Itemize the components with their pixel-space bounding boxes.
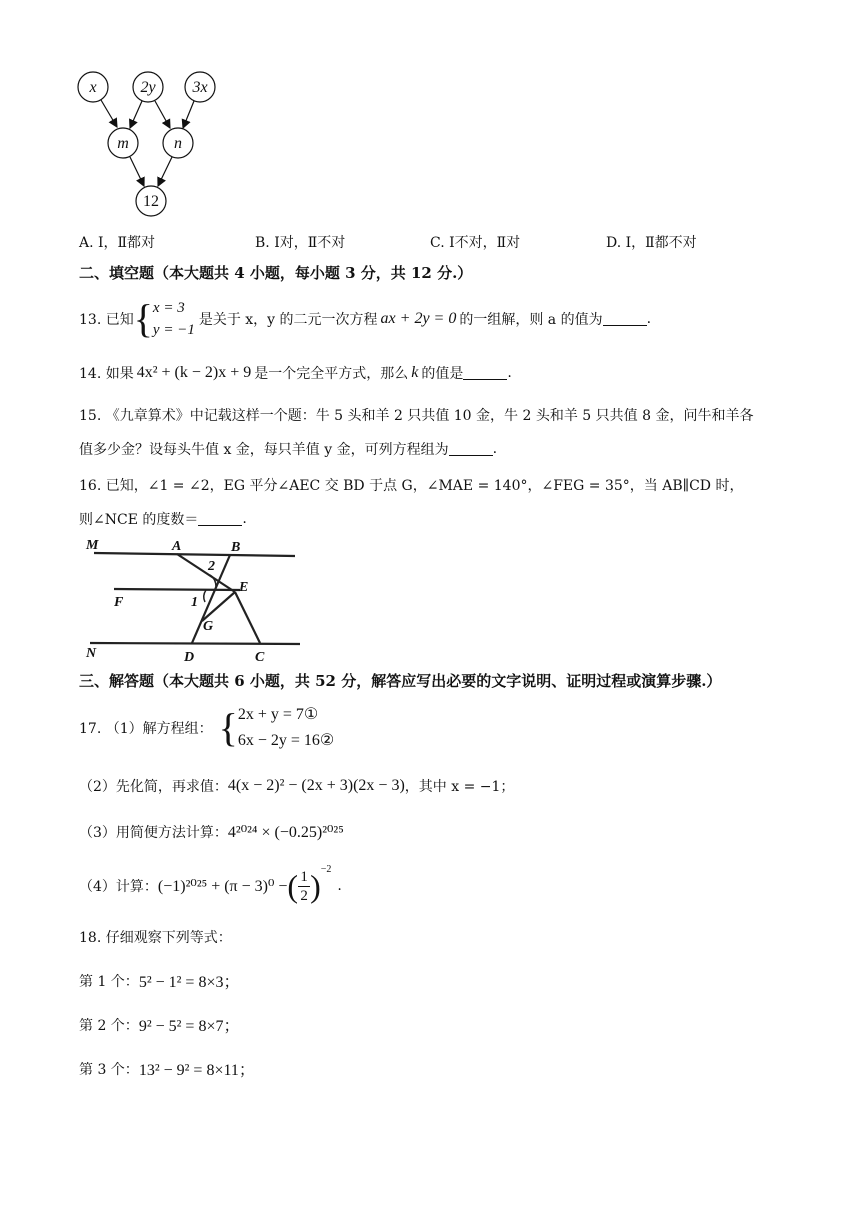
brace-icon: {	[133, 296, 153, 341]
answer-blank[interactable]	[198, 513, 242, 526]
q17-part1-label: 17. （1）解方程组：	[79, 721, 213, 737]
fraction	[298, 868, 310, 905]
q18-item	[79, 969, 239, 992]
label-1: 1	[191, 595, 198, 610]
q16-line1: 16. 已知，∠1 = ∠2，EG 平分∠AEC 交 BD 于点 G，∠MAE = 140°，∠FEG = 35°，当 AB∥CD 时，	[79, 478, 744, 494]
q13-equation: ax + 2y = 0	[380, 310, 457, 327]
node-n-label: n	[174, 135, 182, 152]
brace-icon: {	[218, 705, 238, 750]
q17-part3-label: （3）用简便方法计算：	[79, 825, 228, 841]
q17-part3	[79, 822, 344, 842]
q13-text: 是关于 x，y 的二元一次方程	[198, 312, 378, 328]
q15-end: .	[492, 441, 498, 457]
section3-heading: 三、解答题（本大题共 6 小题，共 52 分，解答应写出必要的文字说明、证明过程或演算步骤.）	[79, 672, 722, 690]
q13-number: 13. 已知	[79, 312, 134, 328]
q13-eq1: x = 3	[152, 300, 185, 316]
q17-part4-end: .	[337, 878, 342, 894]
node-flow-diagram	[70, 62, 230, 222]
q17-part2-tail: ，其中 x = −1；	[404, 779, 515, 795]
q17-part4-label: （4）计算：	[79, 879, 158, 895]
answer-blank[interactable]	[449, 443, 493, 456]
q14-number: 14. 如果	[79, 366, 134, 382]
q17-system	[238, 702, 334, 754]
q16-line2: 则∠NCE 的度数＝	[79, 512, 199, 528]
node-12-label: 12	[143, 193, 159, 210]
node-2y-label: 2y	[140, 79, 156, 96]
q18-item-equation: 5² − 1² = 8×3；	[138, 974, 240, 991]
q16-end: .	[242, 511, 247, 527]
q15-line2: 值多少金？设每头牛值 x 金，每只羊值 y 金，可列方程组为	[79, 442, 449, 458]
q13-end: .	[646, 311, 652, 327]
q14-var: k	[411, 364, 419, 381]
q14-text: 是一个完全平方式，那么	[254, 366, 409, 382]
q18-item-equation: 13² − 9² = 8×11；	[138, 1062, 255, 1079]
q17-part4-expression: (−1)²⁰²⁵ + (π − 3)⁰ −	[157, 878, 288, 895]
q17-part3-expression: 4²⁰²⁴ × (−0.25)²⁰²⁵	[227, 824, 344, 841]
option-d: D. Ⅰ，Ⅱ都不对	[606, 235, 697, 251]
left-paren-icon: (	[287, 867, 299, 904]
q13-tail: 的一组解，则 a 的值为	[459, 312, 603, 328]
exponent: −2	[320, 864, 332, 875]
q17-part4	[79, 862, 342, 910]
answer-blank[interactable]	[603, 313, 647, 326]
node-x-label: x	[89, 79, 97, 96]
answer-blank[interactable]	[463, 367, 507, 380]
q14-end: .	[507, 365, 512, 381]
q14-expression: 4x² + (k − 2)x + 9	[136, 364, 252, 381]
label-M: M	[86, 538, 99, 553]
q17-eq2: 6x − 2y = 16②	[237, 732, 335, 749]
question-14	[79, 363, 512, 383]
question-13	[79, 293, 651, 345]
q17-part2-label: （2）先化简，再求值：	[79, 779, 228, 795]
q18-intro: 18. 仔细观察下列等式：	[79, 930, 232, 946]
q18-item	[79, 1013, 239, 1036]
label-C: C	[255, 650, 265, 665]
q14-tail: 的值是	[421, 366, 464, 382]
q13-eq2: y = −1	[152, 322, 195, 338]
q17-eq1: 2x + y = 7①	[237, 706, 319, 723]
fraction-numerator: 1	[300, 868, 308, 885]
q13-system	[153, 297, 195, 341]
q18-item-label: 第 1 个：	[79, 973, 139, 990]
label-E: E	[239, 580, 249, 595]
q18-item	[79, 1057, 255, 1080]
label-2: 2	[208, 559, 215, 574]
label-A: A	[172, 539, 182, 554]
q17-part2	[79, 776, 514, 796]
question-16	[79, 509, 247, 529]
geometry-figure	[80, 535, 305, 665]
node-m-label: m	[117, 135, 129, 152]
q17-part2-expression: 4(x − 2)² − (2x + 3)(2x − 3)	[227, 777, 405, 794]
option-b: B. Ⅰ对，Ⅱ不对	[255, 235, 346, 251]
option-a: A. Ⅰ，Ⅱ都对	[79, 235, 156, 251]
label-G: G	[203, 619, 214, 634]
right-paren-icon: )	[310, 867, 321, 904]
q18-item-label: 第 2 个：	[79, 1017, 139, 1034]
fraction-denominator: 2	[300, 887, 308, 904]
q18-item-equation: 9² − 5² = 8×7；	[138, 1018, 240, 1035]
label-F: F	[114, 595, 124, 610]
q18-item-label: 第 3 个：	[79, 1061, 139, 1078]
q15-line1: 15. 《九章算术》中记载这样一个题：牛 5 头和羊 2 只共值 10 金，牛 2 头和羊 5 只共值 8 金，问牛和羊各	[79, 408, 754, 424]
label-N: N	[86, 646, 97, 661]
node-3x-label: 3x	[192, 79, 208, 96]
option-c: C. Ⅰ不对，Ⅱ对	[430, 235, 521, 251]
label-B: B	[231, 540, 241, 555]
q17-part1	[79, 700, 334, 756]
question-15	[79, 439, 497, 459]
section2-heading: 二、填空题（本大题共 4 小题，每小题 3 分，共 12 分.）	[79, 264, 473, 282]
label-D: D	[184, 650, 195, 665]
